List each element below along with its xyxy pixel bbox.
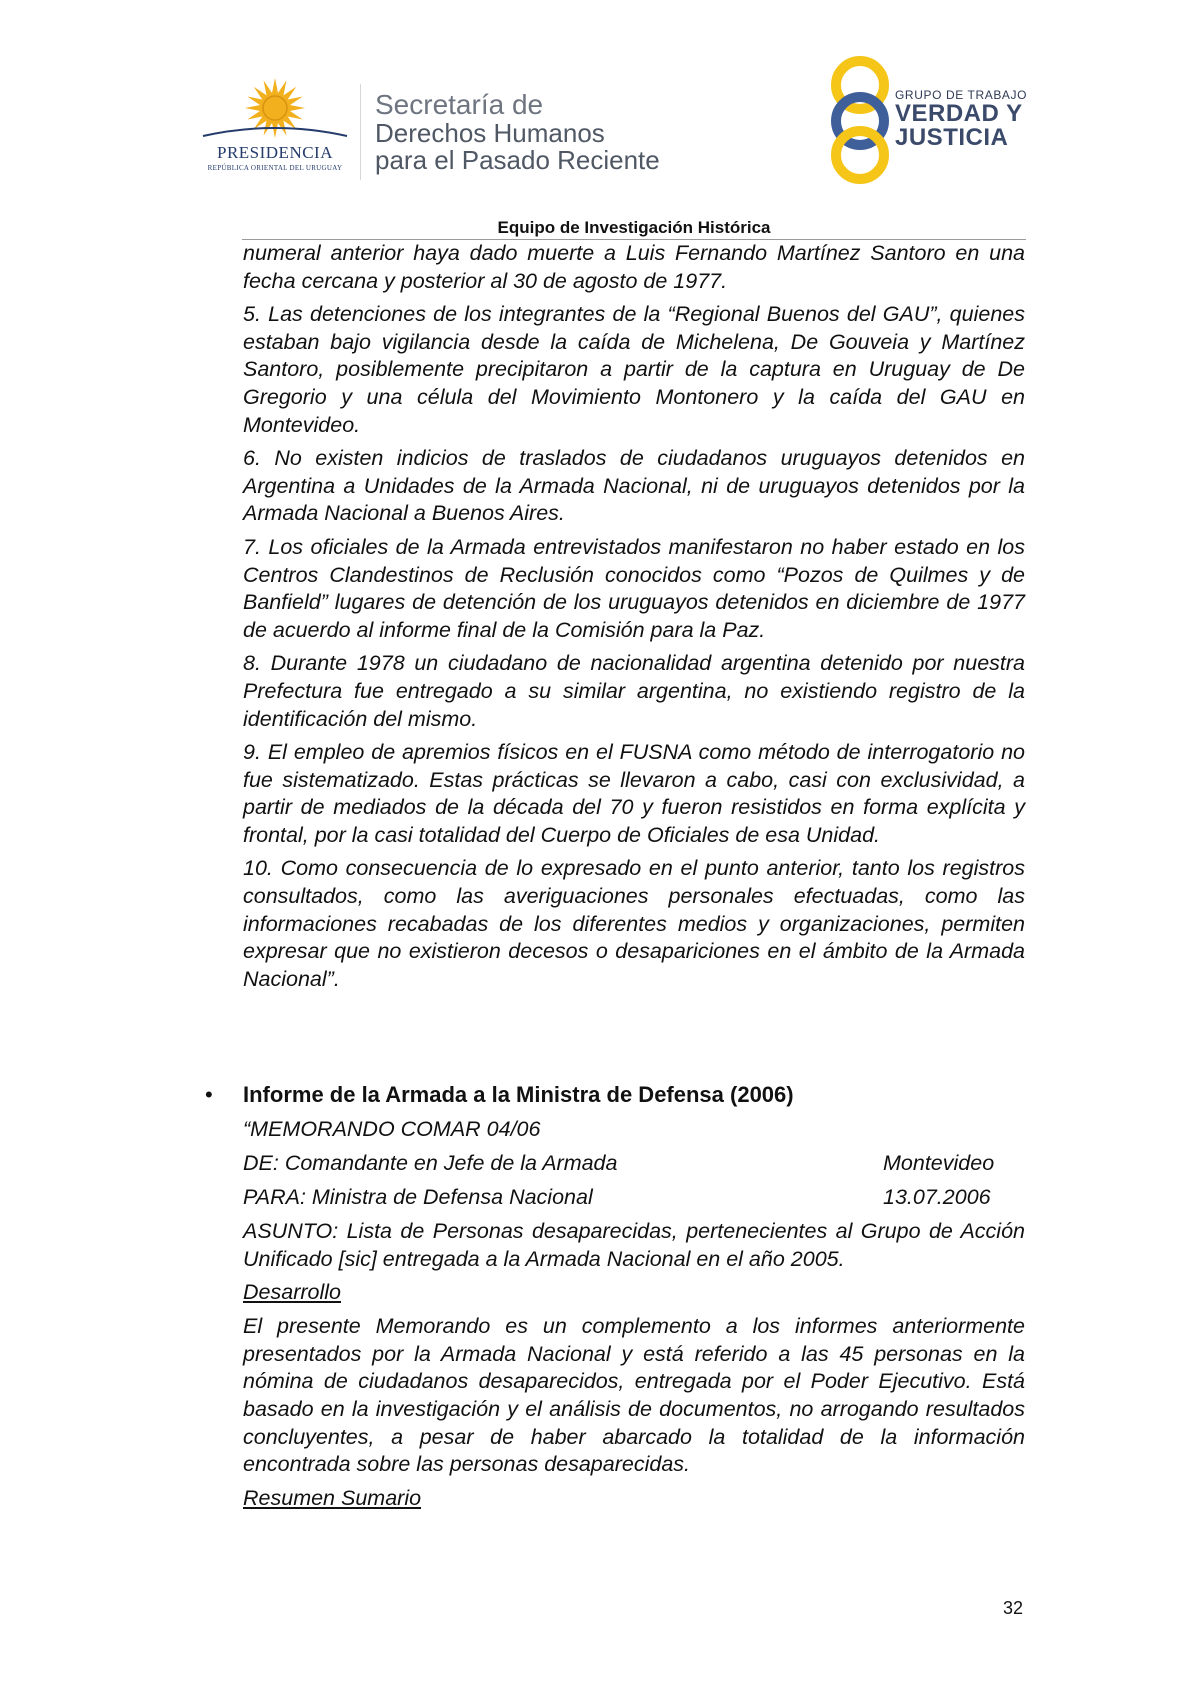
secretaria-line-2: Derechos Humanos [375,118,605,148]
memo-title: “MEMORANDO COMAR 04/06 [243,1117,541,1141]
memo-section [205,1082,1025,1519]
paragraph: 9. El empleo de apremios físicos en el FUSNA como método de interrogatorio no fue sistematizado. Estas prácticas se llevaron a cabo, casi con exclusividad, a partir de mediados de la década del 70 y fueron resistidos en forma explícita y frontal, por la casi totalidad del Cuerpo de Oficiales de esa Unidad. [243,740,1025,847]
memo-date: 13.07.2006 [883,1185,991,1209]
desarrollo-text: El presente Memorando es un complemento a los informes anteriormente presentados por la Armada Nacional y está referido a las 45 personas en la nómina de ciudadanos desaparecidos, entregada por el Poder Ejecutivo. Está basado en la investigación y el análisis de documentos, no arrogando resultados concluyentes, a pesar de haber abarcado la totalidad de la información encontrada sobre las personas desaparecidas. [243,1314,1025,1477]
paragraph: 8. Durante 1978 un ciudadano de nacionalidad argentina detenido por nuestra Prefectura fue entregado a su similar argentina, no existiendo registro de la identificación del mismo. [243,651,1025,731]
paragraph: 5. Las detenciones de los integrantes de la “Regional Buenos del GAU”, quienes estaban bajo vigilancia desde la caída de Michelena, De Gouveia y Martínez Santoro, posiblemente precipitaron a partir de la captura en Uruguay de De Gregorio y una célula del Movimiento Montonero y la caída del GAU en Montevideo. [243,302,1025,437]
running-header: Equipo de Investigación Histórica [497,218,771,237]
memo-body [243,1116,1025,1519]
desarrollo-heading: Desarrollo [243,1280,341,1305]
paragraph: numeral anterior haya dado muerte a Luis Fernando Martínez Santoro en una fecha cercana y posterior al 30 de agosto de 1977. [243,241,1025,293]
resumen-heading: Resumen Sumario [243,1485,422,1510]
grupo-title-2: JUSTICIA [895,124,1009,151]
paragraph: 10. Como consecuencia de lo expresado en el punto anterior, tanto los registros consultados, como las averiguaciones personales efectuadas, como las informaciones recabadas de los diferentes medios y organizaciones, permiten expresar que no existieron decesos o desapariciones en el ámbito de la Armada Nacional”. [243,856,1025,991]
header-divider [360,84,361,180]
secretaria-line-1: Secretaría de [375,89,544,120]
grupo-title-1: VERDAD Y [895,100,1023,127]
memo-place: Montevideo [883,1151,995,1175]
bullet-icon: • [205,1082,213,1107]
interlocking-rings-icon [820,55,900,185]
page-number: 32 [1003,1598,1024,1618]
memo-from: DE: Comandante en Jefe de la Armada [243,1151,618,1175]
memo-from-row [243,1150,1025,1184]
main-content [243,240,1025,999]
memo-subject: ASUNTO: Lista de Personas desaparecidas, pertenecientes al Grupo de Acción Unificado [sic] entregada a la Armada Nacional en el año 2005. [243,1219,1025,1271]
presidencia-subtitle: REPÚBLICA ORIENTAL DEL URUGUAY [207,164,343,172]
paragraph: 7. Los oficiales de la Armada entrevistados manifestaron no haber estado en los Centros Clandestinos de Reclusión conocidos como “Pozos de Quilmes y de Banfield” lugares de detención de los uruguayos detenidos en diciembre de 1977 de acuerdo al informe final de la Comisión para la Paz. [243,534,1025,642]
grupo-text [895,88,1027,150]
presidencia-logo [195,78,355,178]
grupo-subtitle: GRUPO DE TRABAJO [895,88,1028,102]
section-heading [205,1082,1025,1116]
memo-to: PARA: Ministra de Defensa Nacional [243,1185,593,1209]
memo-to-row [243,1184,1025,1218]
sun-emblem-icon [195,78,355,148]
paragraph: 6. No existen indicios de traslados de ciudadanos uruguayos detenidos en Argentina a Unidades de la Armada Nacional, ni de uruguayos detenidos por la Armada Nacional a Buenos Aires. [243,446,1025,526]
secretaria-logo [375,90,660,174]
section-title: Informe de la Armada a la Ministra de Defensa (2006) [243,1082,794,1107]
presidencia-title: PRESIDENCIA [216,143,333,162]
secretaria-line-3: para el Pasado Reciente [375,145,660,175]
